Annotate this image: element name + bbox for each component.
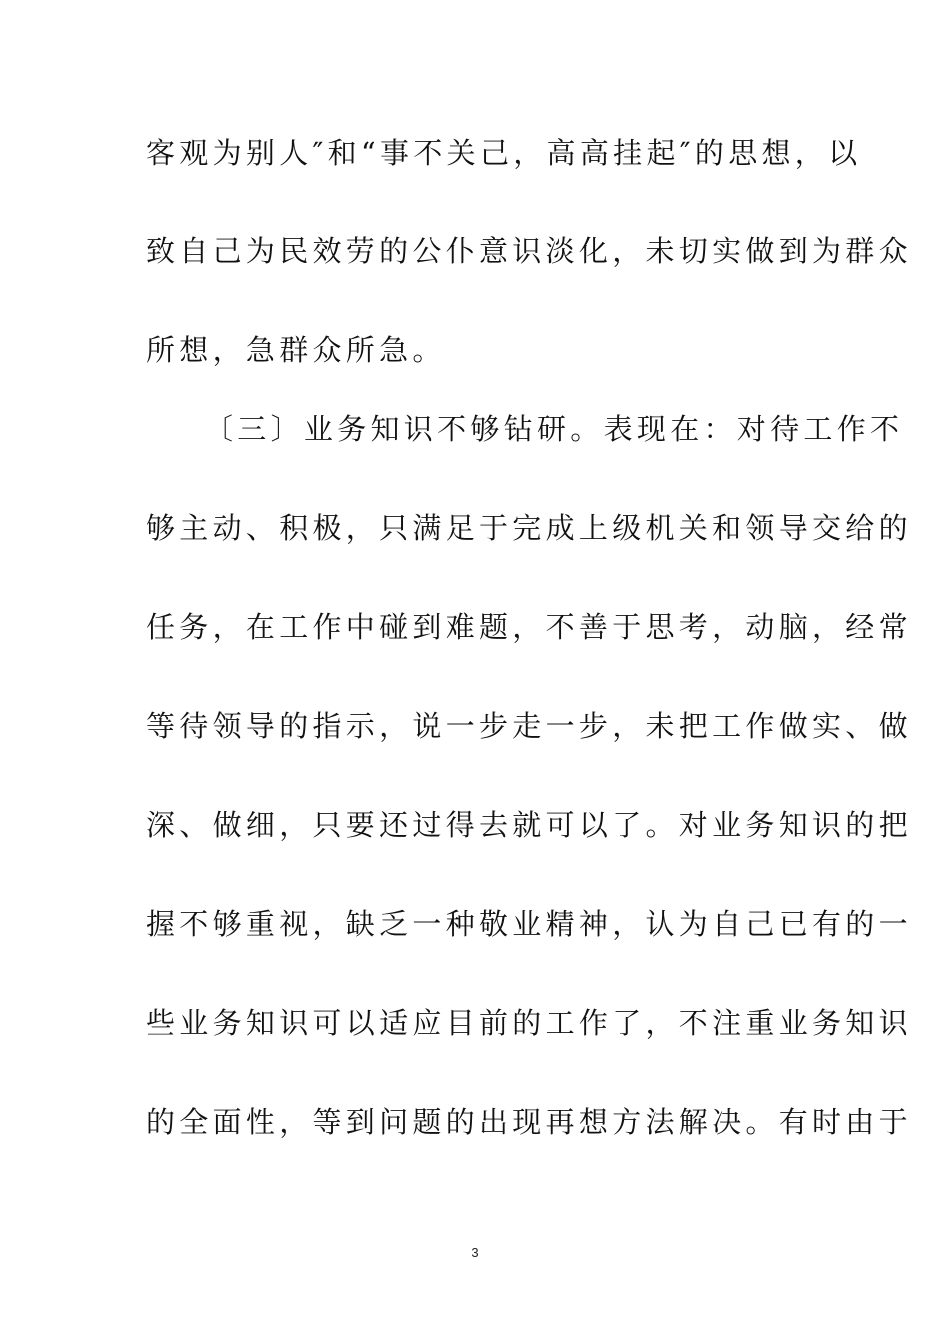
text-line-8: 深、做细，只要还过得去就可以了。对业务知识的把	[146, 808, 912, 842]
text-line-4: 〔三〕业务知识不够钻研。表现在：对待工作不	[204, 412, 904, 446]
text-line-6: 任务，在工作中碰到难题，不善于思考，动脑，经常	[146, 610, 912, 644]
text-line-5: 够主动、积极，只满足于完成上级机关和领导交给的	[146, 511, 912, 545]
text-line-7: 等待领导的指示，说一步走一步，未把工作做实、做	[146, 709, 912, 743]
page-number: 3	[471, 1245, 479, 1260]
text-line-2: 致自己为民效劳的公仆意识淡化，未切实做到为群众	[146, 234, 912, 268]
text-line-9: 握不够重视，缺乏一种敬业精神，认为自己已有的一	[146, 907, 912, 941]
text-line-3: 所想，急群众所急。	[146, 333, 446, 367]
text-line-10: 些业务知识可以适应目前的工作了，不注重业务知识	[146, 1006, 912, 1040]
text-line-11: 的全面性，等到问题的出现再想方法解决。有时由于	[146, 1105, 912, 1139]
text-line-1: 客观为别人″和“事不关己，高高挂起″的思想，以	[146, 136, 862, 170]
